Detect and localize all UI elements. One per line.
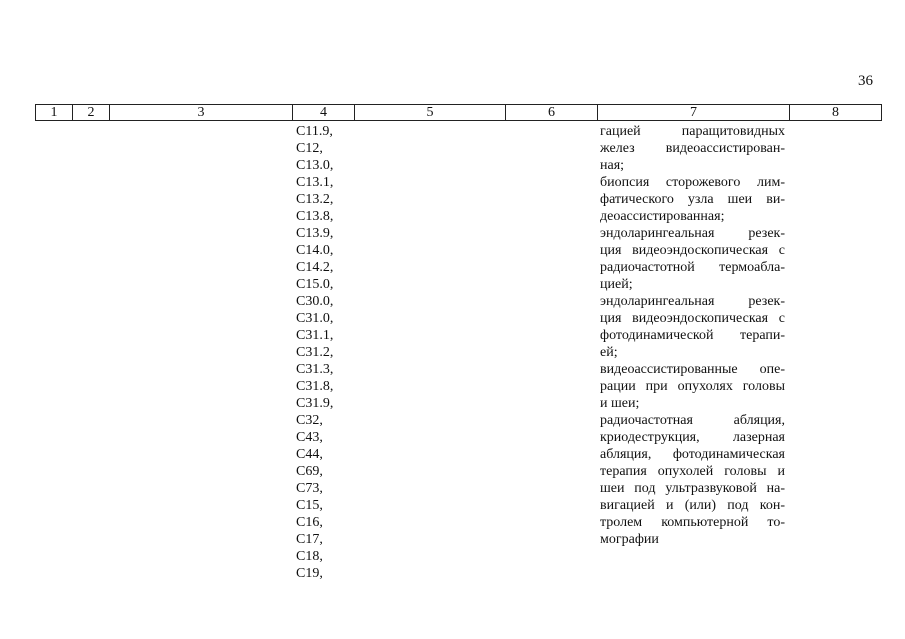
treatment-line: криодеструкция, лазерная: [600, 430, 785, 445]
treatment-line: рации при опухолях головы: [600, 379, 785, 394]
treatment-line: гацией паращитовидных: [600, 124, 785, 139]
treatment-line: радиочастотная абляция,: [600, 413, 785, 428]
diagnosis-code: C13.1,: [296, 175, 334, 190]
treatment-line: эндоларингеальная резек-: [600, 226, 785, 241]
treatment-line: фатического узла шеи ви-: [600, 192, 785, 207]
diagnosis-code: C32,: [296, 413, 323, 428]
treatment-line: тролем компьютерной то-: [600, 515, 785, 530]
column-header-1: 1: [36, 105, 73, 121]
diagnosis-code: C31.9,: [296, 396, 334, 411]
diagnosis-code: C31.1,: [296, 328, 334, 343]
column-header-8: 8: [790, 105, 882, 121]
table-header: [35, 104, 882, 121]
treatment-line: абляция, фотодинамическая: [600, 447, 785, 462]
treatment-line: ция видеоэндоскопическая с: [600, 311, 785, 326]
column-header-2: 2: [73, 105, 110, 121]
diagnosis-code: C31.3,: [296, 362, 334, 377]
diagnosis-code: C69,: [296, 464, 323, 479]
column-header-5: 5: [355, 105, 506, 121]
diagnosis-code: C11.9,: [296, 124, 333, 139]
diagnosis-code-list: [296, 123, 356, 582]
diagnosis-code: C14.0,: [296, 243, 334, 258]
treatment-line: терапия опухолей головы и: [600, 464, 785, 479]
column-header-7: 7: [598, 105, 790, 121]
treatment-line: радиочастотной термоабла-: [600, 260, 785, 275]
diagnosis-code: C13.9,: [296, 226, 334, 241]
diagnosis-code: C44,: [296, 447, 323, 462]
treatment-line: цией;: [600, 277, 633, 292]
diagnosis-code: C17,: [296, 532, 323, 547]
diagnosis-code: C13.0,: [296, 158, 334, 173]
diagnosis-code: C73,: [296, 481, 323, 496]
treatment-line: вигацией и (или) под кон-: [600, 498, 785, 513]
column-header-3: 3: [110, 105, 293, 121]
diagnosis-code: C13.2,: [296, 192, 334, 207]
page-number: 36: [858, 73, 873, 89]
treatment-line: мографии: [600, 532, 659, 547]
treatment-line: видеоассистированные опе-: [600, 362, 785, 377]
column-header-4: 4: [293, 105, 355, 121]
treatment-method-text: [600, 123, 785, 548]
diagnosis-code: C12,: [296, 141, 323, 156]
treatment-line: желез видеоассистирован-: [600, 141, 785, 156]
diagnosis-code: C31.2,: [296, 345, 334, 360]
treatment-line: шеи под ультразвуковой на-: [600, 481, 785, 496]
treatment-line: эндоларингеальная резек-: [600, 294, 785, 309]
treatment-line: и шеи;: [600, 396, 640, 411]
treatment-line: ная;: [600, 158, 625, 173]
treatment-line: деоассистированная;: [600, 209, 725, 224]
diagnosis-code: C31.0,: [296, 311, 334, 326]
diagnosis-code: C31.8,: [296, 379, 334, 394]
treatment-line: фотодинамической терапи-: [600, 328, 785, 343]
diagnosis-code: C13.8,: [296, 209, 334, 224]
diagnosis-code: C18,: [296, 549, 323, 564]
diagnosis-code: C30.0,: [296, 294, 334, 309]
treatment-line: ей;: [600, 345, 618, 360]
diagnosis-code: C15.0,: [296, 277, 334, 292]
diagnosis-code: C19,: [296, 566, 323, 581]
column-header-6: 6: [506, 105, 598, 121]
treatment-line: ция видеоэндоскопическая с: [600, 243, 785, 258]
diagnosis-code: C16,: [296, 515, 323, 530]
diagnosis-code: C14.2,: [296, 260, 334, 275]
treatment-line: биопсия сторожевого лим-: [600, 175, 785, 190]
diagnosis-code: C43,: [296, 430, 323, 445]
diagnosis-code: C15,: [296, 498, 323, 513]
